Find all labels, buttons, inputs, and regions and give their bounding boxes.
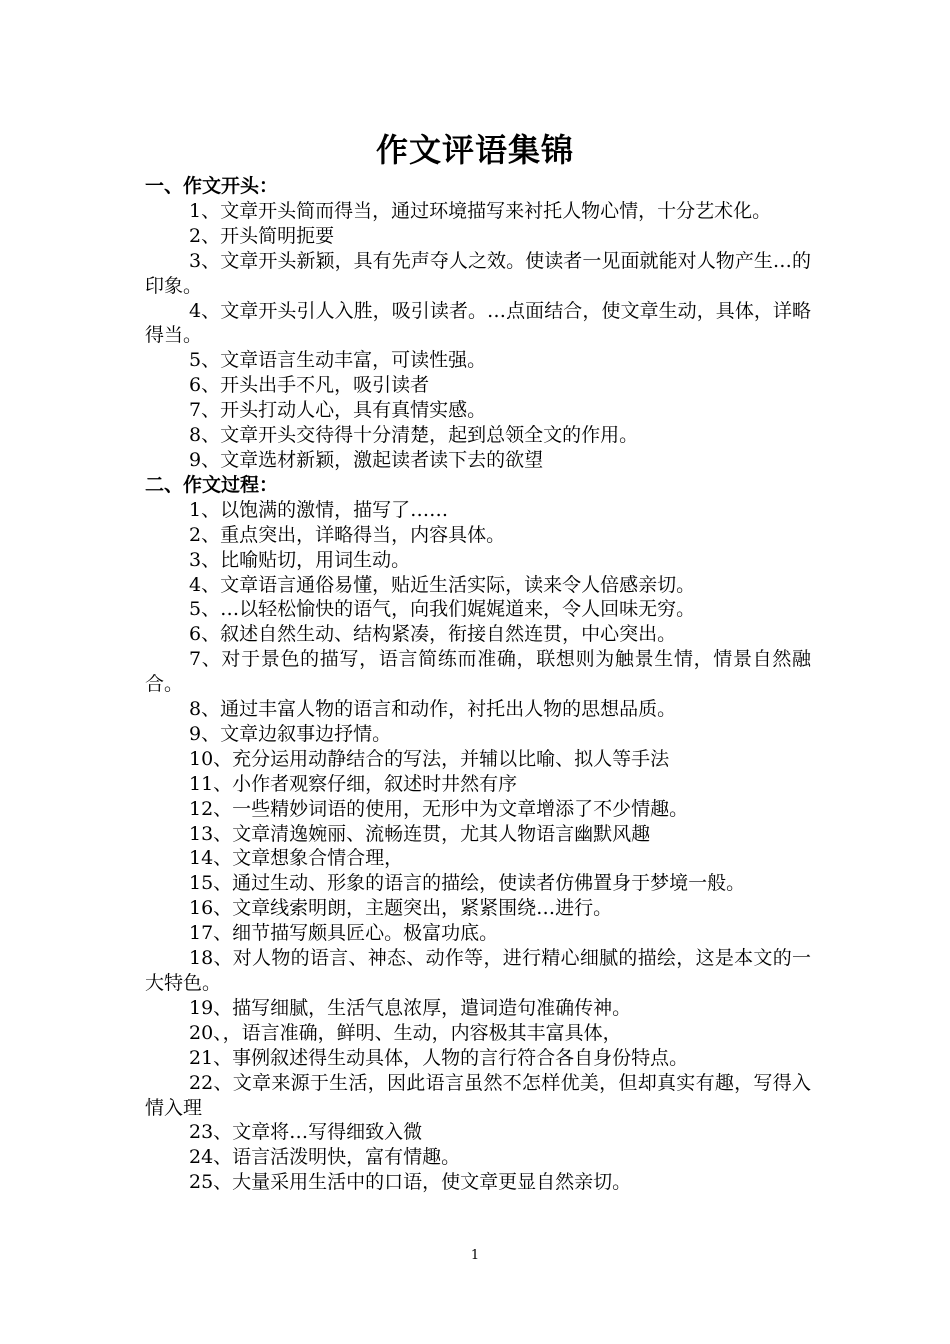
comment-item: 7、开头打动人心，具有真情实感。 xyxy=(189,399,487,422)
page-number: 1 xyxy=(470,1248,480,1263)
comment-item: 21、事例叙述得生动具体，人物的言行符合各自身份特点。 xyxy=(189,1046,689,1069)
comment-item: 14、文章想象合情合理， xyxy=(189,847,404,870)
comment-item: 24、语言活泼明快，富有情趣。 xyxy=(189,1146,461,1169)
comment-item: 20、，语言准确，鲜明、生动，内容极其丰富具体， xyxy=(189,1021,622,1044)
comment-item: 2、开头简明扼要 xyxy=(189,224,335,247)
comment-item: 9、文章选材新颖，激起读者读下去的欲望 xyxy=(189,448,544,471)
section-heading: 一、作文开头： xyxy=(145,175,279,197)
document-body xyxy=(145,174,811,1195)
comment-item: 1、以饱满的激情，描写了…… xyxy=(189,498,449,521)
comment-item: 15、通过生动、形象的语言的描绘，使读者仿佛置身于梦境一般。 xyxy=(189,872,746,895)
comment-item: 13、文章清逸婉丽、流畅连贯，尤其人物语言幽默风趣 xyxy=(189,822,651,845)
comment-item: 4、文章语言通俗易懂，贴近生活实际，读来令人倍感亲切。 xyxy=(189,573,696,596)
comment-item: 10、充分运用动静结合的写法，并辅以比喻、拟人等手法 xyxy=(189,747,670,770)
comment-item: 3、比喻贴切，用词生动。 xyxy=(189,548,411,571)
comment-item: 3、文章开头新颖，具有先声夺人之效。使读者一见面就能对人物产生…的印象。 xyxy=(145,249,811,297)
section-heading: 二、作文过程： xyxy=(145,473,279,496)
comment-item: 9、文章边叙事边抒情。 xyxy=(189,722,392,745)
comment-item: 17、细节描写颇具匠心。极富功底。 xyxy=(189,922,499,945)
comment-item: 22、文章来源于生活，因此语言虽然不怎样优美，但却真实有趣，写得入情入理 xyxy=(145,1071,811,1119)
comment-item: 2、重点突出，详略得当，内容具体。 xyxy=(189,523,506,546)
comment-item: 8、文章开头交待得十分清楚，起到总领全文的作用。 xyxy=(189,424,639,447)
document-title: 作文评语集锦 xyxy=(375,131,574,169)
comment-item: 23、文章将…写得细致入微 xyxy=(189,1121,423,1144)
comment-item: 18、对人物的语言、神态、动作等，进行精心细腻的描绘，这是本文的一大特色。 xyxy=(145,947,811,994)
comment-item: 16、文章线索明朗，主题突出，紧紧围绕…进行。 xyxy=(189,897,613,920)
comment-item: 4、文章开头引人入胜，吸引读者。…点面结合，使文章生动，具体，详略得当。 xyxy=(145,299,811,347)
comment-item: 6、叙述自然生动、结构紧凑，衔接自然连贯，中心突出。 xyxy=(189,623,677,646)
comment-item: 7、对于景色的描写，语言简练而准确，联想则为触景生情，情景自然融合。 xyxy=(145,648,811,696)
comment-item: 11、小作者观察仔细，叙述时井然有序 xyxy=(189,772,518,795)
comment-item: 12、一些精妙词语的使用，无形中为文章增添了不少情趣。 xyxy=(189,797,689,820)
comment-item: 19、描写细腻，生活气息浓厚，遣词造句准确传神。 xyxy=(189,996,632,1019)
comment-item: 1、文章开头简而得当，通过环境描写来衬托人物心情，十分艺术化。 xyxy=(189,199,772,222)
comment-item: 5、…以轻松愉快的语气，向我们娓娓道来，令人回味无穷。 xyxy=(189,598,696,621)
comment-item: 6、开头出手不凡，吸引读者 xyxy=(189,374,430,397)
comment-item: 5、文章语言生动丰富，可读性强。 xyxy=(189,349,487,372)
comment-item: 8、通过丰富人物的语言和动作，衬托出人物的思想品质。 xyxy=(189,698,677,721)
comment-item: 25、大量采用生活中的口语，使文章更显自然亲切。 xyxy=(189,1171,632,1194)
